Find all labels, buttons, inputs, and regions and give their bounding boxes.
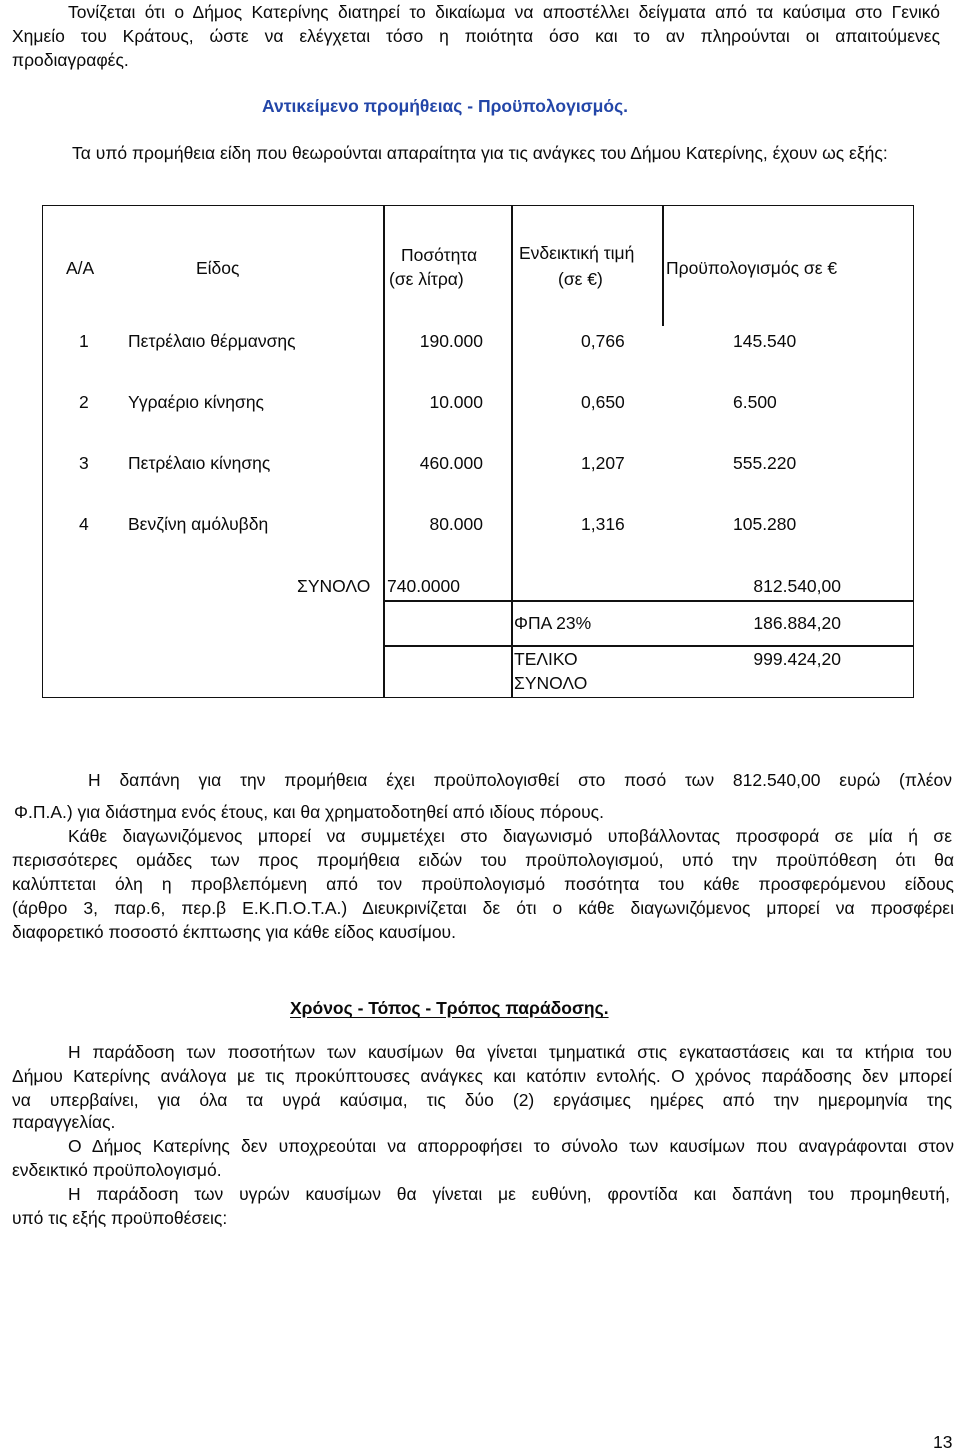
row-price: 0,766: [581, 331, 625, 351]
header-aa: Α/Α: [66, 258, 95, 278]
row-price: 0,650: [581, 392, 625, 412]
vat-label: ΦΠΑ 23%: [514, 613, 592, 633]
grand-total-amount: 999.424,20: [753, 649, 841, 669]
bidding-paragraph-line: Κάθε διαγωνιζόμενος μπορεί να συμμετέχει στο διαγωνισμό υποβάλλοντας προσφορά σε μία ή σε: [68, 826, 952, 846]
bidding-paragraph-line: περισσότερες ομάδες των προς προμήθεια ειδών του προϋπολογισμού, υπό την προϋπόθεση ότι θα: [12, 850, 954, 870]
table-row: [43, 329, 913, 353]
row-item: Υγραέριο κίνησης: [128, 392, 264, 412]
total-label: ΣΥΝΟΛΟ: [297, 576, 371, 596]
delivery-paragraph-line: παραγγελίας.: [12, 1112, 116, 1132]
table-total-row: [43, 574, 913, 598]
intro-paragraph-line: προδιαγραφές.: [12, 50, 129, 70]
header-quantity-line1: Ποσότητα: [401, 245, 478, 265]
budget-table: [42, 205, 914, 698]
table-row-divider: [383, 600, 913, 602]
row-item: Πετρέλαιο θέρμανσης: [128, 331, 296, 351]
table-grand-total-row: [43, 647, 913, 695]
vat-amount: 186.884,20: [753, 613, 841, 633]
intro-paragraph-line: Τονίζεται ότι ο Δήμος Κατερίνης διατηρεί το δικαίωμα να αποστέλλει δείγματα από τα καύσιμα στο Γενικό: [68, 2, 940, 22]
row-quantity: 80.000: [429, 514, 483, 534]
row-quantity: 460.000: [419, 453, 483, 473]
bidding-paragraph-line: διαφορετικό ποσοστό έκπτωσης για κάθε είδος καυσίμου.: [12, 922, 456, 942]
grand-total-label-line1: ΤΕΛΙΚΟ: [514, 649, 578, 669]
delivery-paragraph-line: Η παράδοση των ποσοτήτων των καυσίμων θα γίνεται τμηματικά στις εγκαταστάσεις και τα κτήρια του: [68, 1042, 952, 1062]
section-heading-delivery: Χρόνος - Τόπος - Τρόπος παράδοσης.: [290, 998, 609, 1018]
row-aa: 1: [79, 331, 89, 351]
section-heading-supply-budget: Αντικείμενο προμήθειας - Προϋπολογισμός.: [262, 96, 629, 116]
grand-total-label-line2: ΣΥΝΟΛΟ: [514, 673, 588, 693]
table-row: [43, 512, 913, 536]
intro-paragraph-line: Χημείο του Κράτους, ώστε να ελέγχεται τόσο η ποιότητα όσο και το αν πληρούνται οι απαιτούμενες: [12, 26, 940, 46]
delivery-conditions-line: Η παράδοση των υγρών καυσίμων θα γίνεται με ευθύνη, φροντίδα και δαπάνη του προμηθευτή,: [68, 1184, 950, 1204]
row-item: Βενζίνη αμόλυβδη: [128, 514, 269, 534]
table-row: [43, 451, 913, 475]
header-price-line2: (σε €): [558, 269, 603, 289]
bidding-paragraph-line: καλύπτεται όλη η προβλεπόμενη από τον προϋπολογισμό ποσότητα του κάθε προσφερόμενου είδους: [12, 874, 954, 894]
row-quantity: 190.000: [419, 331, 483, 351]
row-item: Πετρέλαιο κίνησης: [128, 453, 271, 473]
table-vat-row: [43, 611, 913, 635]
absorption-paragraph-line: ενδεικτικό προϋπολογισμό.: [12, 1160, 222, 1180]
row-budget: 555.220: [733, 453, 797, 473]
row-budget: 6.500: [733, 392, 777, 412]
total-quantity: 740.0000: [387, 576, 460, 596]
row-aa: 2: [79, 392, 89, 412]
row-aa: 4: [79, 514, 89, 534]
header-quantity-line2: (σε λίτρα): [389, 269, 464, 289]
delivery-paragraph-line: Δήμου Κατερίνης ανάλογα με τις προκύπτουσες ανάγκες και κατόπιν εντολής. Ο χρόνος παράδοσης δεν μπορεί: [12, 1066, 952, 1086]
table-intro-text: Τα υπό προμήθεια είδη που θεωρούνται απαραίτητα για τις ανάγκες του Δήμου Κατερίνης, έχουν ως εξής:: [72, 143, 888, 163]
row-price: 1,316: [581, 514, 625, 534]
row-quantity: 10.000: [429, 392, 483, 412]
table-row: [43, 390, 913, 414]
row-budget: 145.540: [733, 331, 797, 351]
page-number: 13: [933, 1432, 953, 1452]
header-budget: Προϋπολογισμός σε €: [666, 258, 838, 278]
header-price-line1: Ενδεικτική τιμή: [519, 243, 635, 263]
row-price: 1,207: [581, 453, 625, 473]
delivery-conditions-line: υπό τις εξής προϋποθέσεις:: [12, 1208, 228, 1228]
header-item: Είδος: [196, 258, 240, 278]
row-aa: 3: [79, 453, 89, 473]
table-header-row: [43, 206, 913, 326]
total-budget: 812.540,00: [753, 576, 841, 596]
absorption-paragraph-line: Ο Δήμος Κατερίνης δεν υποχρεούται να απορροφήσει το σύνολο των καυσίμων που αναγράφονται στον: [68, 1136, 954, 1156]
row-budget: 105.280: [733, 514, 797, 534]
bidding-paragraph-line: (άρθρο 3, παρ.6, περ.β Ε.Κ.Π.Ο.Τ.Α.) Διευκρινίζεται δε ότι ο κάθε διαγωνιζόμενος μπορεί να προσφέρει: [12, 898, 954, 918]
cost-paragraph-line: Η δαπάνη για την προμήθεια έχει προϋπολογισθεί στο ποσό των 812.540,00 ευρώ (πλέον: [88, 770, 952, 790]
delivery-paragraph-line: να υπερβαίνει, για όλα τα υγρά καύσιμα, τις δύο (2) εργάσιμες ημέρες από την ημερομηνία της: [12, 1090, 952, 1110]
cost-paragraph-line: Φ.Π.Α.) για διάστημα ενός έτους, και θα χρηματοδοτηθεί από ιδίους πόρους.: [14, 802, 604, 822]
